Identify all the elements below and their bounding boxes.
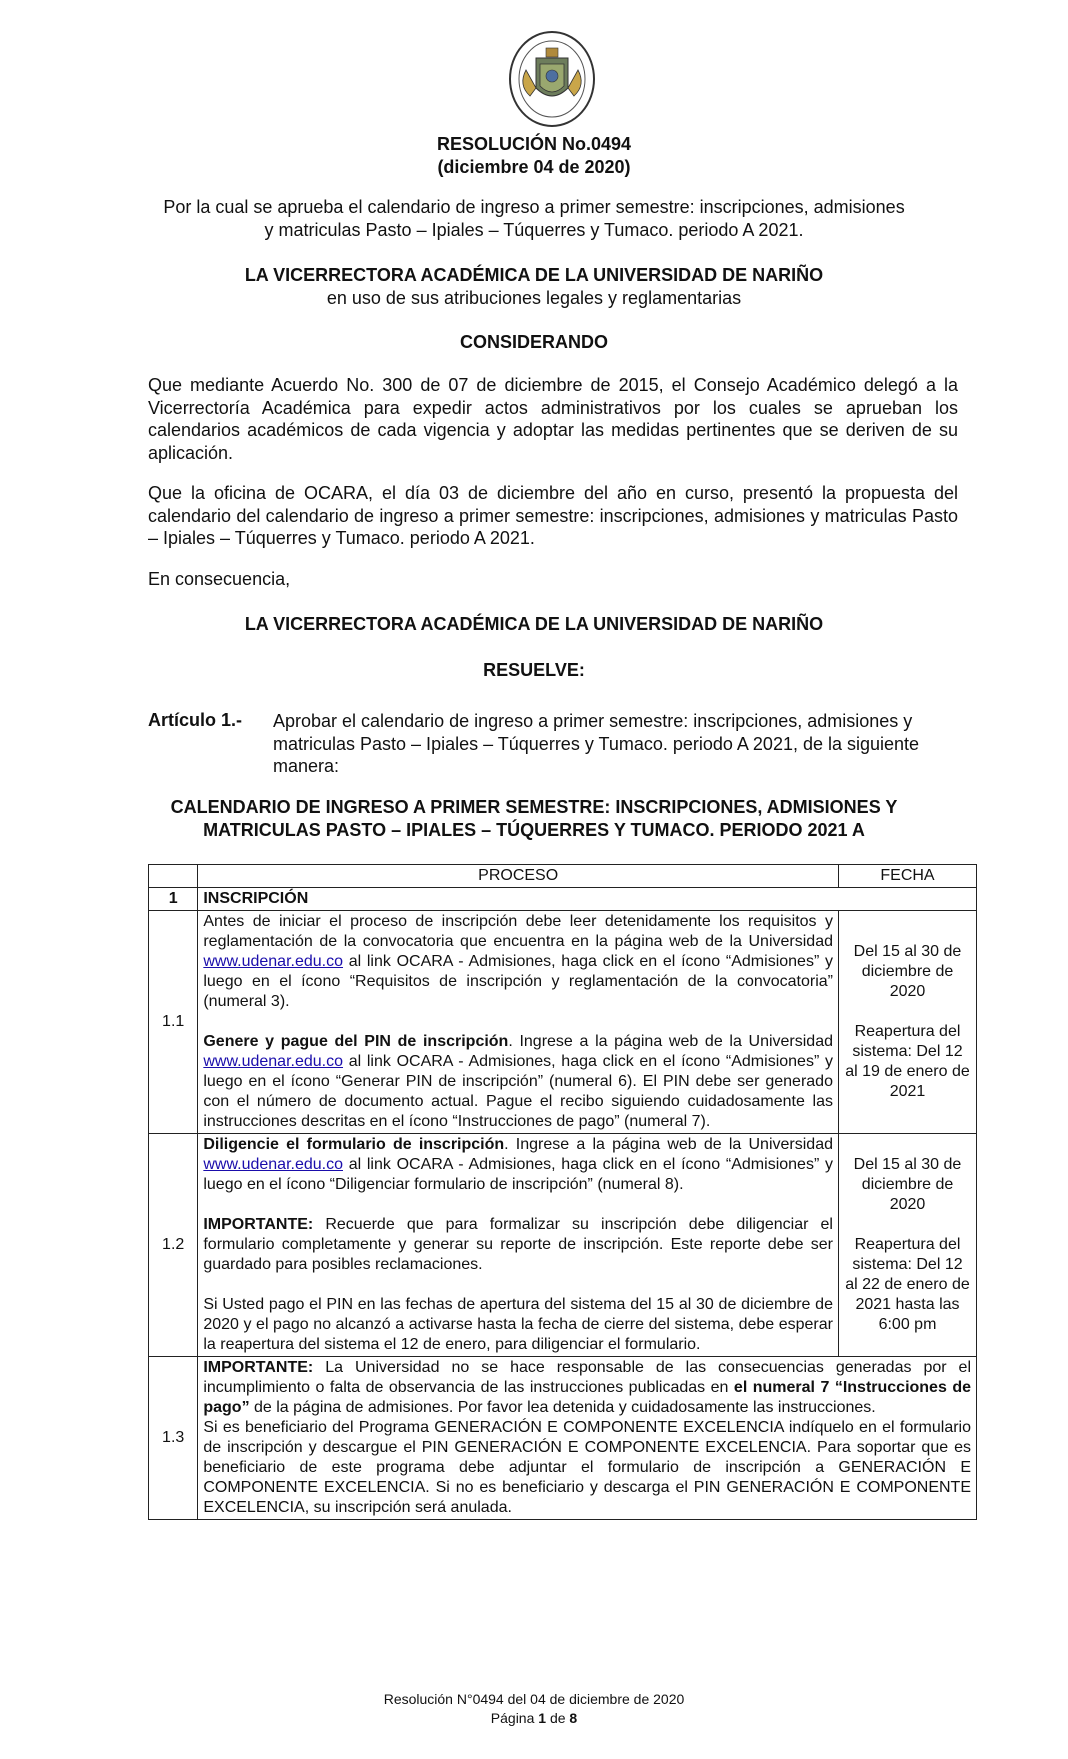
date-reopening: Reapertura del sistema: Del 12 al 19 de enero de 2021 bbox=[845, 1023, 970, 1100]
udenar-link[interactable]: www.udenar.edu.co bbox=[203, 1156, 343, 1173]
section-number: 1 bbox=[149, 888, 198, 911]
consequence-text: En consecuencia, bbox=[148, 569, 291, 589]
process-text: La Universidad no se hace responsable de las consecuencias generadas por el incumplimiento o falta de observancia de las instrucciones publicadas en bbox=[203, 1359, 971, 1396]
subject-line-2: y matriculas Pasto – Ipiales – Túquerres y Tumaco. periodo A 2021. bbox=[264, 220, 804, 240]
process-text: al link OCARA - Admisiones, haga click en el ícono “Admisiones” y luego en el ícono “Requisitos de inscripción y reglamentación de la convocatoria” (numeral 3). bbox=[203, 953, 833, 1010]
university-seal-icon bbox=[508, 30, 596, 128]
udenar-link[interactable]: www.udenar.edu.co bbox=[203, 1053, 343, 1070]
section-row-inscripcion bbox=[149, 888, 977, 911]
table-header-row bbox=[149, 865, 977, 888]
resuelve-heading: RESUELVE: bbox=[483, 660, 585, 680]
resolution-title: RESOLUCIÓN No.0494 bbox=[436, 134, 632, 154]
calendar-title-line-2: MATRICULAS PASTO – IPIALES – TÚQUERRES Y TUMACO. PERIODO 2021 A bbox=[203, 820, 865, 840]
important-label: IMPORTANTE: bbox=[203, 1359, 314, 1376]
considerando-heading: CONSIDERANDO bbox=[459, 332, 608, 352]
footer-page-number: Página 1 de 8 bbox=[490, 1710, 578, 1726]
process-text: Si Usted pago el PIN en las fechas de apertura del sistema del 15 al 30 de diciembre de 2020 y el pago no alcanzó a activarse hasta la fecha de cierre del sistema, debe esperar la reapertura del sistema el 12 de enero, para diligenciar el formulario. bbox=[203, 1296, 833, 1353]
process-description bbox=[198, 1357, 977, 1520]
process-text: . Ingrese a la página web de la Universidad bbox=[508, 1033, 833, 1050]
considerando-paragraph-2: Que la oficina de OCARA, el día 03 de diciembre del año en curso, presentó la propuesta del calendario del calendario de ingreso a primer semestre: inscripciones, admisiones y matriculas Pasto – Ipiales – Túquerres y Tumaco. periodo A 2021. bbox=[148, 483, 958, 548]
authority-name: LA VICERRECTORA ACADÉMICA DE LA UNIVERSIDAD DE NARIÑO bbox=[244, 265, 824, 285]
section-title: INSCRIPCIÓN bbox=[198, 888, 977, 911]
footer-resolution: Resolución N°0494 del 04 de diciembre de 2020 bbox=[383, 1691, 685, 1707]
udenar-link[interactable]: www.udenar.edu.co bbox=[203, 953, 343, 970]
calendar-table bbox=[148, 864, 977, 1520]
row-number: 1.1 bbox=[149, 911, 198, 1134]
subject-line-1: Por la cual se aprueba el calendario de ingreso a primer semestre: inscripciones, admisiones bbox=[163, 197, 905, 217]
article-1-label: Artículo 1.- bbox=[148, 710, 243, 730]
process-description bbox=[198, 911, 839, 1134]
table-row bbox=[149, 1134, 977, 1357]
header-num-cell bbox=[149, 865, 198, 888]
important-label: IMPORTANTE: bbox=[203, 1216, 314, 1233]
row-number: 1.2 bbox=[149, 1134, 198, 1357]
authority-name-2: LA VICERRECTORA ACADÉMICA DE LA UNIVERSIDAD DE NARIÑO bbox=[244, 614, 824, 634]
process-bold-text: el numeral 7 “Instrucciones de pago” bbox=[203, 1379, 972, 1416]
process-text: Recuerde que para formalizar su inscripción debe diligenciar el formulario completamente y generar su reporte de inscripción. Este reporte debe ser guardado para posibles reclamaciones. bbox=[203, 1216, 833, 1273]
process-text: de la página de admisiones. Por favor lea detenida y cuidadosamente las instrucciones. bbox=[249, 1399, 876, 1416]
date-cell bbox=[838, 1134, 976, 1357]
considerando-paragraph-1: Que mediante Acuerdo No. 300 de 07 de diciembre de 2015, el Consejo Académico delegó a la Vicerrectoría Académica para expedir actos administrativos por los cuales se aprueban los calendarios académicos de cada vigencia y adoptar las medidas pertinentes que se deriven de su aplicación. bbox=[148, 375, 958, 463]
date-range: Del 15 al 30 de diciembre de 2020 bbox=[853, 943, 962, 1000]
process-text: al link OCARA - Admisiones, haga click en el ícono “Admisiones” y luego en el ícono “Generar PIN de inscripción” (numeral 6). El PIN debe ser generado con el número de documento actual. Pague el recibo siguiendo cuidadosamente las instrucciones descritas en el ícono “Instrucciones de pago” (numeral 7). bbox=[203, 1053, 833, 1130]
resolution-date: (diciembre 04 de 2020) bbox=[437, 157, 631, 177]
process-text: al link OCARA - Admisiones, haga click en el ícono “Admisiones” y luego en el ícono “Diligenciar formulario de inscripción” (numeral 8). bbox=[203, 1156, 833, 1193]
date-range: Del 15 al 30 de diciembre de 2020 bbox=[853, 1156, 962, 1213]
header-date: FECHA bbox=[838, 865, 976, 888]
process-description bbox=[198, 1134, 839, 1357]
table-row bbox=[149, 911, 977, 1134]
process-text: Antes de iniciar el proceso de inscripción debe leer detenidamente los requisitos y reglamentación de la convocatoria que encuentra en la página web de la Universidad bbox=[203, 913, 833, 950]
authority-powers: en uso de sus atribuciones legales y reglamentarias bbox=[326, 288, 742, 308]
article-1-text: Aprobar el calendario de ingreso a primer semestre: inscripciones, admisiones y matriculas Pasto – Ipiales – Túquerres y Tumaco. periodo A 2021, de la siguiente manera: bbox=[273, 711, 920, 776]
row-number: 1.3 bbox=[149, 1357, 198, 1520]
date-cell bbox=[838, 911, 976, 1134]
process-text: Si es beneficiario del Programa GENERACIÓN E COMPONENTE EXCELENCIA indíquelo en el formulario de inscripción y descargue el PIN GENERACIÓN E COMPONENTE EXCELENCIA. Para soportar que es beneficiario de este programa debe adjuntar el formulario de inscripción a GENERACIÓN E COMPONENTE EXCELENCIA. Si no es beneficiario y descarga el PIN GENERACIÓN E COMPONENTE EXCELENCIA, su inscripción será anulada. bbox=[203, 1419, 971, 1516]
process-bold-text: Genere y pague del PIN de inscripción bbox=[203, 1033, 509, 1050]
table-row bbox=[149, 1357, 977, 1520]
process-text: . Ingrese a la página web de la Universidad bbox=[504, 1136, 833, 1153]
header-process: PROCESO bbox=[198, 865, 839, 888]
process-bold-text: Diligencie el formulario de inscripción bbox=[203, 1136, 505, 1153]
date-reopening: Reapertura del sistema: Del 12 al 22 de enero de 2021 hasta las 6:00 pm bbox=[845, 1236, 970, 1333]
calendar-title-line-1: CALENDARIO DE INGRESO A PRIMER SEMESTRE: INSCRIPCIONES, ADMISIONES Y bbox=[170, 797, 898, 817]
